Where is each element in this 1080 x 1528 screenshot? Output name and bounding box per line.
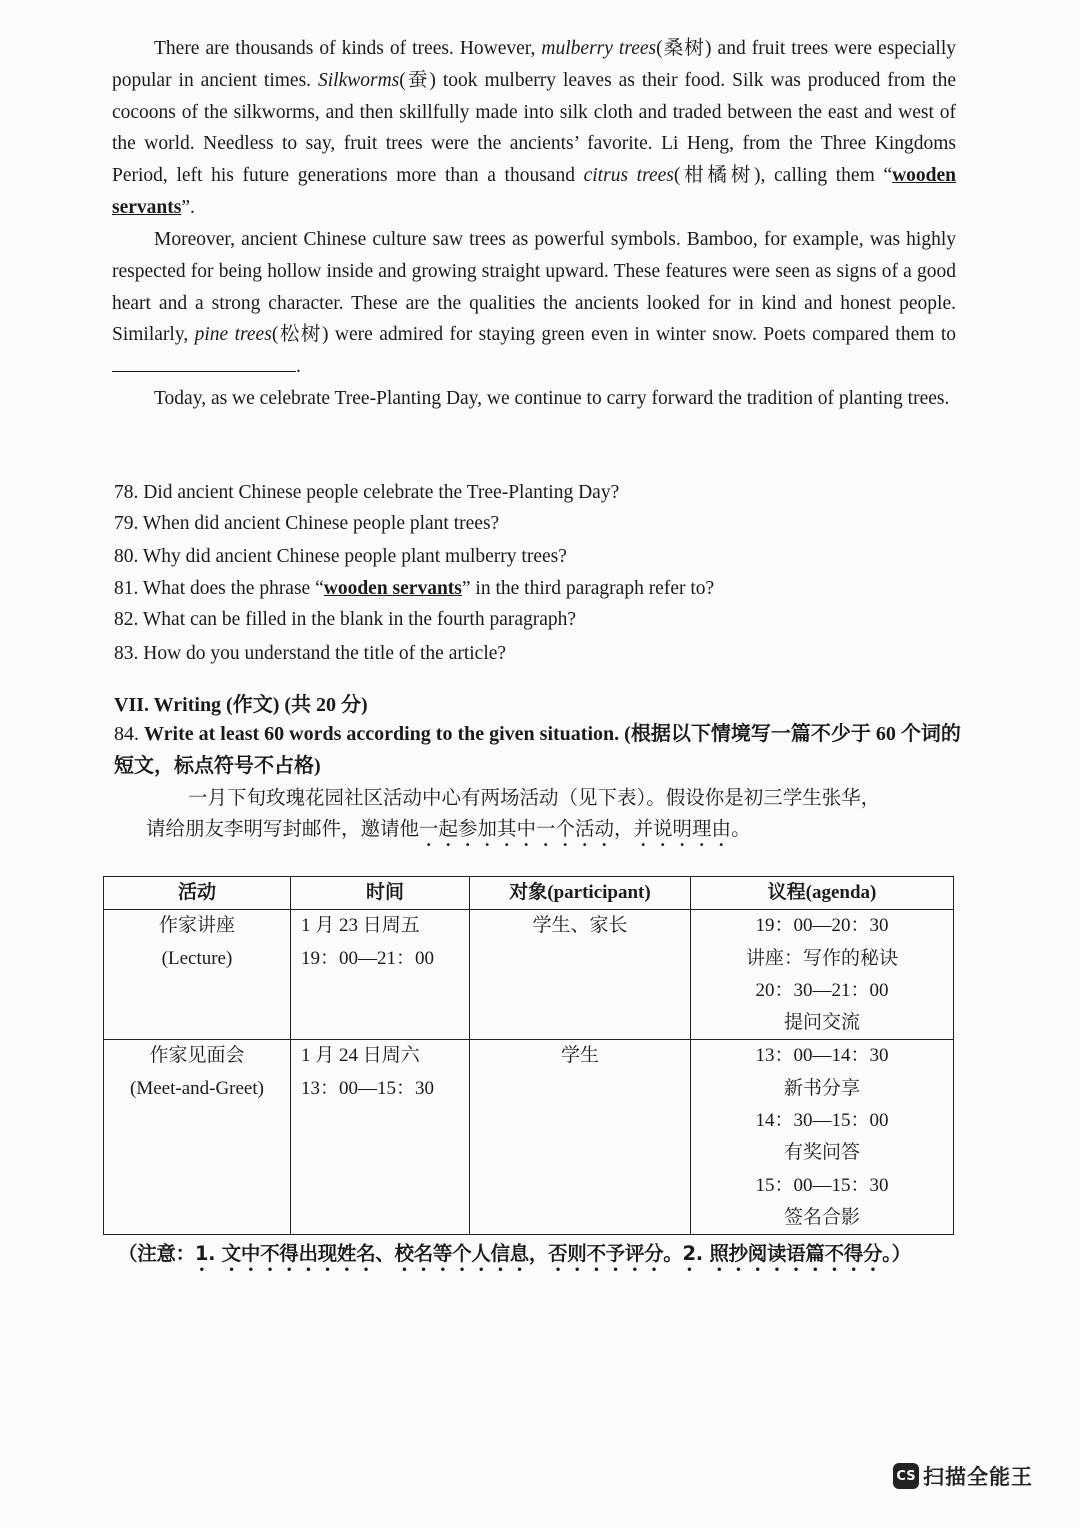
cell-agenda: 13：00—14：30 新书分享 14：30—15：00 有奖问答 15：00—15：30 签名合影 — [691, 1040, 954, 1235]
header-agenda: 议程(agenda) — [691, 877, 954, 910]
cell-activity: 作家见面会 (Meet-and-Greet) — [104, 1040, 291, 1235]
camscanner-logo-icon: CS — [893, 1463, 919, 1489]
question-83: 83. How do you understand the title of the article? — [114, 643, 507, 664]
attention-note: （注意：1. 文中不得出现姓名、校名等个人信息，否则不予评分。2. 照抄阅读语篇不得分。） — [118, 1242, 911, 1265]
table-header-row — [104, 877, 954, 910]
cell-agenda: 19：00—20：30 讲座：写作的秘诀 20：30—21：00 提问交流 — [691, 910, 954, 1040]
writing-section-heading: VII. Writing (作文) (共 20 分) — [114, 694, 368, 716]
cell-participant: 学生、家长 — [470, 910, 691, 1040]
table-row — [104, 910, 954, 1040]
situation-line-1: 一月下旬玫瑰花园社区活动中心有两场活动（见下表）。假设你是初三学生张华， — [188, 786, 881, 809]
question-78: 78. Did ancient Chinese people celebrate the Tree-Planting Day? — [114, 482, 620, 503]
question-82: 82. What can be filled in the blank in the fourth paragraph? — [114, 609, 577, 630]
header-participant: 对象(participant) — [470, 877, 691, 910]
question-79: 79. When did ancient Chinese people plant trees? — [114, 513, 500, 534]
activity-schedule-table — [103, 876, 954, 1235]
scanner-watermark — [893, 1461, 1033, 1491]
paragraph-4: Moreover, ancient Chinese culture saw trees as powerful symbols. Bamboo, for example, was highly respected for being hollow inside and growing straight upward. These features were seen as signs of a good heart and a strong character. These are the qualities the ancients looked for in kind and honest people. Similarly, pine trees(松树) were admired for staying green even in winter snow. Poets compared them to . — [112, 229, 956, 378]
table-row — [104, 1040, 954, 1235]
paragraph-3: There are thousands of kinds of trees. However, mulberry trees(桑树) and fruit trees were especially popular in ancient times. Silkworms(蚕) took mulberry leaves as their food. Silk was produced from the cocoons of the silkworms, and then skillfully made into silk cloth and traded between the east and west of the world. Needless to say, fruit trees were the ancients’ favorite. Li Heng, from the Three Kingdoms Period, left his future generations more than a thousand citrus trees(柑橘树), calling them “wooden servants”. — [112, 38, 957, 218]
question-81: 81. What does the phrase “wooden servants” in the third paragraph refer to? — [114, 578, 715, 599]
cell-activity: 作家讲座 (Lecture) — [104, 910, 291, 1040]
cell-time: 1 月 23 日周五 19：00—21：00 — [291, 910, 470, 1040]
scanner-app-name: 扫描全能王 — [923, 1465, 1033, 1489]
wooden-servants-phrase: wooden servants — [112, 165, 956, 218]
cell-time: 1 月 24 日周六 13：00—15：30 — [291, 1040, 470, 1235]
cell-participant: 学生 — [470, 1040, 691, 1235]
header-activity: 活动 — [104, 877, 291, 910]
paragraph-5: Today, as we celebrate Tree-Planting Day, we continue to carry forward the tradition of planting trees. — [154, 388, 950, 409]
question-80: 80. Why did ancient Chinese people plant mulberry trees? — [114, 546, 567, 567]
header-time: 时间 — [291, 877, 470, 910]
situation-line-2: 请给朋友李明写封邮件，邀请他一起参加其中一个活动，并说明理由。 — [146, 817, 751, 840]
writing-task: 84. Write at least 60 words according to the given situation. (根据以下情境写一篇不少于 60 个词的短文，标点符号不占格) — [114, 723, 961, 777]
fill-in-blank — [112, 351, 296, 372]
